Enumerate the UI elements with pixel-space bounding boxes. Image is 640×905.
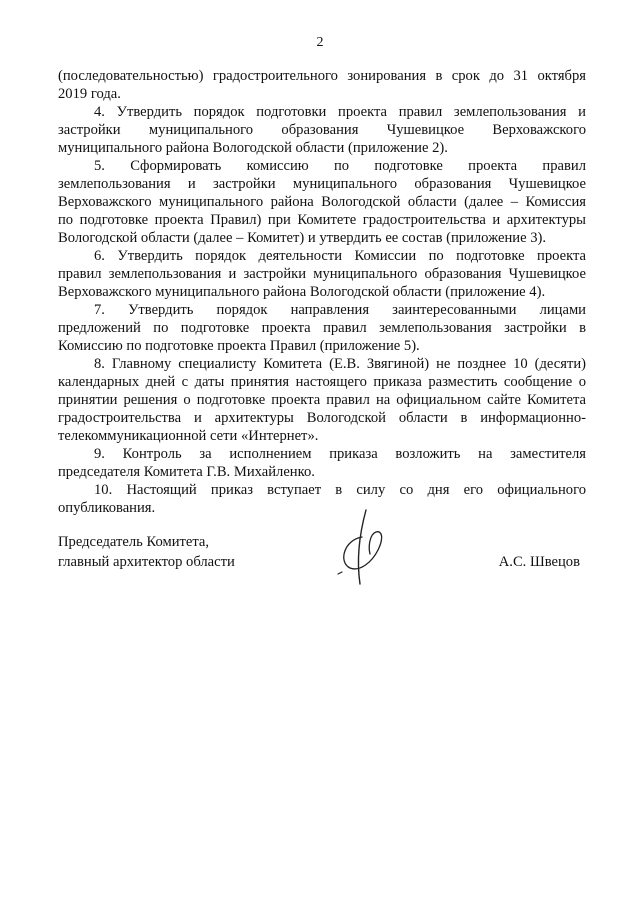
paragraph [58,67,586,103]
text-line: 2019 года. [58,86,121,102]
signatory-name: А.С. Швецов [498,554,580,570]
paragraph [58,355,586,445]
text-line: принятии решения о подготовке проекта правил на официальном сайте Комитета [58,392,586,408]
paragraph [58,157,586,247]
text-line: 4. Утвердить порядок подготовки проекта правил землепользования и [94,104,586,120]
text-line: председателя Комитета Г.В. Михайленко. [58,464,315,480]
text-line: 10. Настоящий приказ вступает в силу со дня его официального [94,482,586,498]
paragraph [58,247,586,301]
text-line: 7. Утвердить порядок направления заинтересованными лицами [94,302,586,318]
text-line: телекоммуникационной сети «Интернет». [58,428,319,444]
text-line: Комиссию по подготовке проекта Правил (приложение 5). [58,338,420,354]
text-line: Верховажского муниципального района Вологодской области (далее – Комиссия [58,194,586,210]
signatory-position-line-1: Председатель Комитета, [58,534,210,550]
text-line: (последовательностью) градостроительного зонирования в срок до 31 октября [58,68,586,84]
paragraph [58,301,586,355]
handwritten-signature [326,502,406,592]
text-line: Верховажского муниципального района Вологодской области (приложение 4). [58,284,546,300]
signature-block [58,532,586,592]
paragraph [58,481,586,517]
text-line: 9. Контроль за исполнением приказа возложить на заместителя [94,446,586,462]
text-line: застройки муниципального образования Чушевицкое Верховажского [58,122,586,138]
text-line: 6. Утвердить порядок деятельности Комиссии по подготовке проекта [94,248,586,264]
text-line: 8. Главному специалисту Комитета (Е.В. Звягиной) не позднее 10 (десяти) [94,356,586,372]
text-line: по подготовке проекта Правил) при Комитете градостроительства и архитектуры [58,212,586,228]
document-body [58,67,586,517]
signatory-position [58,532,235,572]
page-number: 2 [316,35,324,50]
text-line: 5. Сформировать комиссию по подготовке проекта правил [94,158,586,174]
text-line: правил землепользования и застройки муниципального образования Чушевицкое [58,266,586,282]
paragraph [58,445,586,481]
paragraph [58,103,586,157]
text-line: землепользования и застройки муниципального образования Чушевицкое [58,176,586,192]
text-line: Вологодской области (далее – Комитет) и утвердить ее состав (приложение 3). [58,230,547,246]
text-line: предложений по подготовке проекта правил землепользования застройки в [58,320,586,336]
text-line: муниципального района Вологодской области (приложение 2). [58,140,448,156]
text-line: градостроительства и архитектуры Вологодской области в информационно- [58,410,586,426]
text-line: календарных дней с даты принятия настоящего приказа разместить сообщение о [58,374,586,390]
signatory-position-line-2: главный архитектор области [58,554,235,570]
text-line: опубликования. [58,500,156,516]
